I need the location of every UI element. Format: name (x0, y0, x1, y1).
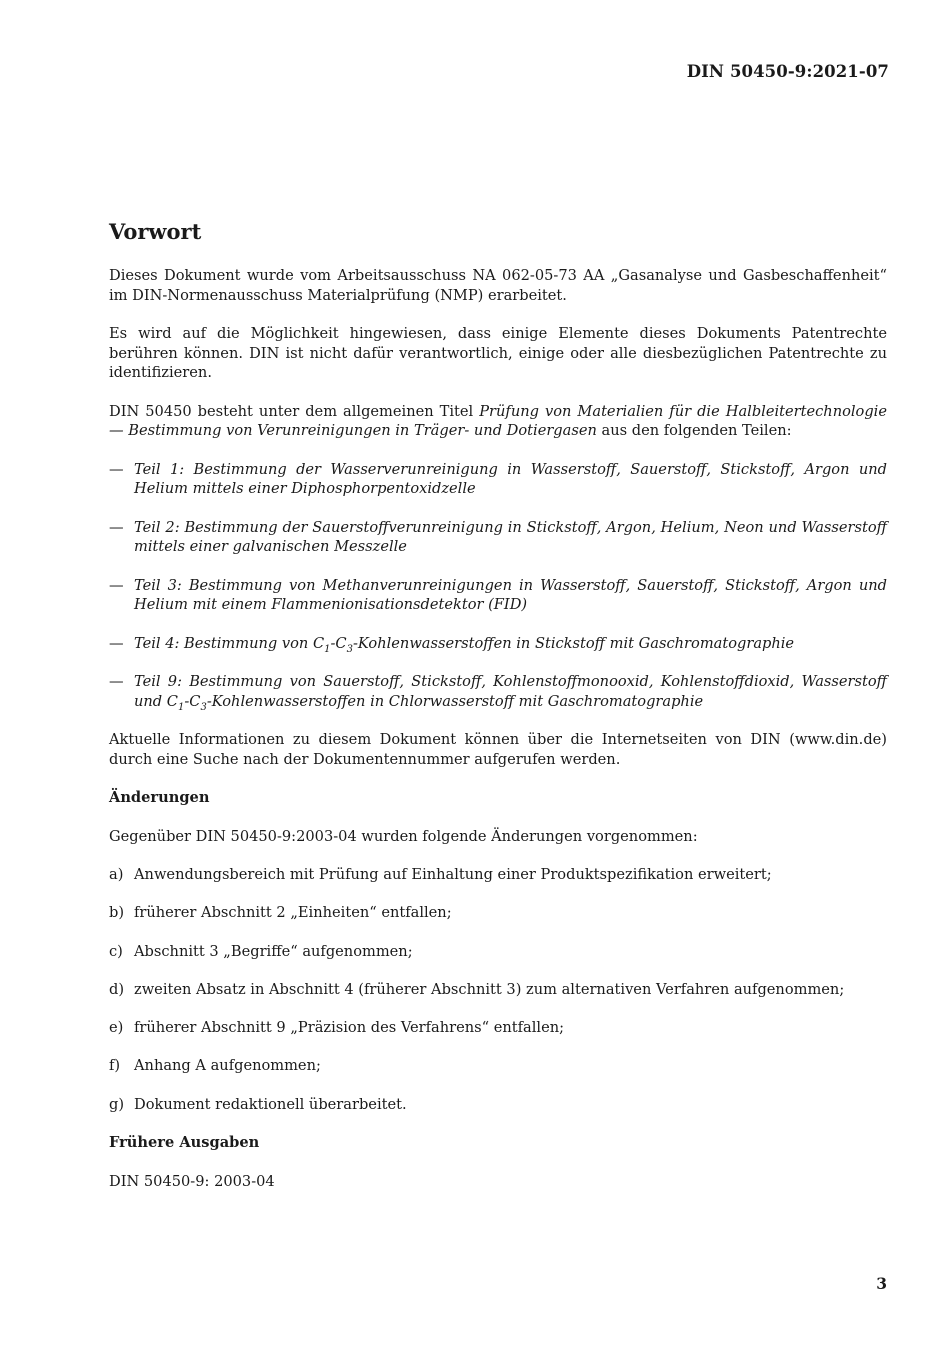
part-4-text-c: -Kohlenwasserstoffen in Stickstoff mit Gaschromatographie (352, 634, 795, 652)
dash-marker: — (109, 673, 124, 690)
change-item-a (109, 865, 887, 885)
part-9-text-c: -Kohlenwasserstoffen in Chlorwasserstoff mit Gaschromatographie (206, 692, 704, 710)
series-intro: DIN 50450 besteht unter dem allgemeinen Titel (109, 402, 480, 420)
part-4-text-a: Teil 4: Bestimmung von C (134, 634, 325, 652)
dash-marker: — (109, 460, 124, 478)
changes-intro: Gegenüber DIN 50450-9:2003-04 wurden folgende Änderungen vorgenommen: (109, 827, 698, 845)
paragraph-patent: Es wird auf die Möglichkeit hingewiesen, dass einige Elemente dieses Dokuments Patentrechte berühren können. DIN ist nicht dafür verantwortlich, einige oder alle diesbezüglichen Patentrechte zu identifizieren. (109, 325, 887, 381)
subscript: 3 (200, 701, 207, 713)
list-item-part-3 (109, 576, 887, 615)
change-item-d (109, 980, 887, 1000)
part-2-text: Teil 2: Bestimmung der Sauerstoffverunreinigung in Stickstoff, Argon, Helium, Neon und Wasserstoff mittels einer galvanischen Messzelle (134, 518, 887, 555)
subscript: 1 (177, 701, 185, 713)
subscript: 1 (324, 643, 331, 655)
change-item-c (109, 942, 887, 962)
paragraph-committee: Dieses Dokument wurde vom Arbeitsausschuss NA 062-05-73 AA „Gasanalyse und Gasbeschaffenheit“ im DIN-Normenausschuss Materialprüfung (NMP) erarbeitet. (109, 267, 887, 304)
list-item-part-1 (109, 460, 887, 499)
earlier-editions-heading: Frühere Ausgaben (109, 1134, 260, 1152)
change-label: e) (109, 1019, 124, 1037)
series-outro: aus den folgenden Teilen: (596, 422, 792, 439)
change-text: Anwendungsbereich mit Prüfung auf Einhaltung einer Produktspezifikation erweitert; (134, 866, 772, 883)
change-label: d) (109, 980, 125, 998)
change-item-g (109, 1095, 887, 1115)
change-label: b) (109, 904, 125, 922)
change-item-e (109, 1018, 887, 1038)
change-text: früherer Abschnitt 2 „Einheiten“ entfallen; (134, 904, 452, 922)
part-9-text-b: -C (184, 692, 201, 710)
section-title: Vorwort (109, 219, 202, 244)
dash-marker: — (109, 518, 124, 536)
change-text: früherer Abschnitt 9 „Präzision des Verfahrens“ entfallen; (134, 1019, 565, 1037)
change-label: f) (109, 1057, 121, 1075)
change-label: a) (109, 866, 124, 883)
change-item-b (109, 903, 887, 923)
document-body (109, 218, 887, 1210)
list-item-part-9 (109, 672, 887, 711)
part-3-text: Teil 3: Bestimmung von Methanverunreinigungen in Wasserstoff, Sauerstoff, Stickstoff, Argon und Helium mit einem Flammenionisationsdetektor (FID) (134, 576, 887, 613)
part-9-text-a: Teil 9: Bestimmung von Sauerstoff, Stickstoff, Kohlenstoffmonooxid, Kohlenstoffdioxid, Wasserstoff und C (134, 673, 887, 710)
paragraph-series (109, 402, 887, 441)
change-text: Anhang A aufgenommen; (134, 1057, 321, 1075)
dash-marker: — (109, 634, 124, 652)
change-label: c) (109, 942, 123, 960)
part-4-text (134, 634, 887, 654)
change-label: g) (109, 1095, 125, 1113)
earlier-editions-text: DIN 50450-9: 2003-04 (109, 1172, 275, 1190)
subscript: 3 (346, 643, 353, 655)
list-item-part-4 (109, 634, 887, 654)
page-number: 3 (876, 1274, 887, 1293)
paragraph-info: Aktuelle Informationen zu diesem Dokument können über die Internetseiten von DIN (www.din.de) durch eine Suche nach der Dokumentennummer aufgerufen werden. (109, 731, 887, 768)
list-item-part-2 (109, 518, 887, 557)
change-text: Abschnitt 3 „Begriffe“ aufgenommen; (134, 942, 413, 960)
part-4-text-b: -C (330, 634, 347, 652)
document-id: DIN 50450-9:2021-07 (686, 62, 889, 81)
part-9-text (134, 672, 887, 711)
changes-heading: Änderungen (109, 789, 210, 806)
change-item-f (109, 1056, 887, 1076)
change-text: zweiten Absatz in Abschnitt 4 (früherer Abschnitt 3) zum alternativen Verfahren aufgenommen; (134, 980, 845, 998)
change-text: Dokument redaktionell überarbeitet. (134, 1095, 407, 1113)
dash-marker: — (109, 576, 124, 594)
series-title: Prüfung von Materialien für die Halbleitertechnologie — Bestimmung von Verunreinigungen in Träger- und Dotiergasen (109, 402, 887, 439)
part-1-text: Teil 1: Bestimmung der Wasserverunreinigung in Wasserstoff, Sauerstoff, Stickstoff, Argon und Helium mittels einer Diphosphorpentoxidzelle (134, 460, 887, 497)
